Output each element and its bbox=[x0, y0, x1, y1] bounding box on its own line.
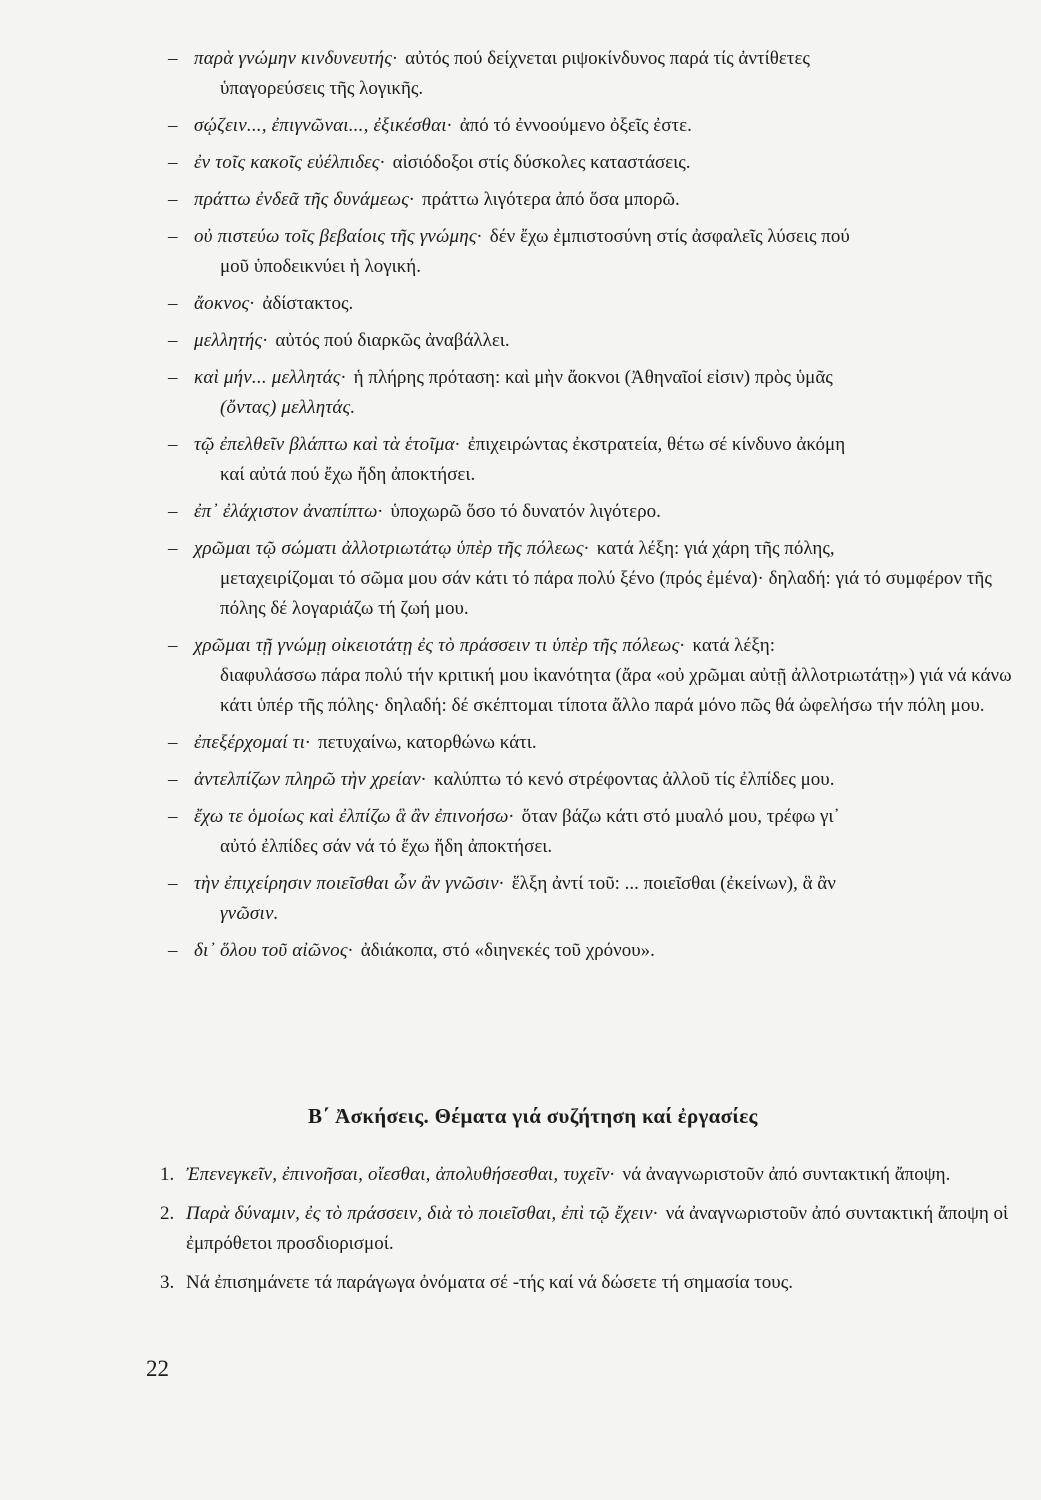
glossary-definition: δέν ἔχω ἐμπιστοσύνη στίς ἀσφαλεῖς λύσεις πού bbox=[489, 226, 850, 247]
glossary-entry bbox=[168, 185, 1018, 215]
entry-dash: – bbox=[168, 434, 178, 455]
glossary-term: ἐν τοῖς κακοῖς εὐέλπιδες· bbox=[194, 152, 385, 173]
glossary-entry bbox=[168, 148, 1018, 178]
glossary-entry bbox=[168, 430, 1018, 490]
glossary-definition: κατά λέξη: γιά χάρη τῆς πόλης, bbox=[596, 538, 835, 559]
glossary-definition: πράττω λιγότερα ἀπό ὅσα μπορῶ. bbox=[422, 189, 680, 210]
glossary-definition-cont: καί αὐτά πού ἔχω ἤδη ἀποκτήσει. bbox=[220, 464, 476, 485]
exercise-number: 2. bbox=[160, 1203, 175, 1224]
glossary-entry bbox=[168, 289, 1018, 319]
exercise-list bbox=[160, 1160, 1022, 1307]
glossary-list bbox=[168, 44, 1018, 973]
glossary-definition-cont: (ὄντας) μελλητάς. bbox=[220, 397, 356, 418]
entry-dash: – bbox=[168, 152, 178, 173]
entry-dash: – bbox=[168, 538, 178, 559]
glossary-term: μελλητής· bbox=[194, 330, 268, 351]
glossary-definition: αὐτός πού δείχνεται ριψοκίνδυνος παρά τίς ἀντίθετες bbox=[405, 48, 810, 69]
entry-dash: – bbox=[168, 330, 178, 351]
glossary-definition-cont: μεταχειρίζομαι τό σῶμα μου σάν κάτι τό πάρα πολύ ξένο (πρός ἐμένα)· δηλαδή: γιά τό συμφέρον τῆς πόλης δέ λογαριάζω τή ζωή μου. bbox=[220, 568, 992, 619]
glossary-definition: ἐπιχειρώντας ἐκστρατεία, θέτω σέ κίνδυνο ἀκόμη bbox=[467, 434, 846, 455]
glossary-term: καὶ μήν... μελλητάς· bbox=[194, 367, 346, 388]
glossary-term: χρῶμαι τῷ σώματι ἀλλοτριωτάτῳ ὑπὲρ τῆς πόλεως· bbox=[194, 538, 589, 559]
exercise-text: νά ἀναγνωριστοῦν ἀπό συντακτική ἄποψη. bbox=[622, 1164, 951, 1185]
glossary-definition: ὑποχωρῶ ὅσο τό δυνατόν λιγότερο. bbox=[390, 501, 661, 522]
glossary-definition: αὐτός πού διαρκῶς ἀναβάλλει. bbox=[275, 330, 510, 351]
glossary-entry bbox=[168, 869, 1018, 929]
glossary-entry bbox=[168, 363, 1018, 423]
glossary-entry bbox=[168, 326, 1018, 356]
entry-dash: – bbox=[168, 115, 178, 136]
glossary-entry bbox=[168, 631, 1018, 721]
glossary-term: ἐπεξέρχομαί τι· bbox=[194, 732, 311, 753]
glossary-term: παρὰ γνώμην κινδυνευτής· bbox=[194, 48, 398, 69]
glossary-definition: ἡ πλήρης πρόταση: καὶ μὴν ἄοκνοι (Ἀθηναῖοί εἰσιν) πρὸς ὑμᾶς bbox=[353, 367, 833, 388]
entry-dash: – bbox=[168, 806, 178, 827]
glossary-entry bbox=[168, 802, 1018, 862]
exercise-item bbox=[160, 1160, 1022, 1190]
entry-dash: – bbox=[168, 732, 178, 753]
page-number: 22 bbox=[146, 1356, 169, 1381]
glossary-term: ἔχω τε ὁμοίως καὶ ἐλπίζω ἃ ἂν ἐπινοήσω· bbox=[194, 806, 514, 827]
exercise-text: νά ἀναγνωριστοῦν ἀπό συντακτική ἄποψη οἱ ἐμπρόθετοι προσδιορισμοί. bbox=[186, 1203, 1009, 1254]
entry-dash: – bbox=[168, 769, 178, 790]
entry-dash: – bbox=[168, 501, 178, 522]
glossary-definition-cont: ὑπαγορεύσεις τῆς λογικῆς. bbox=[220, 78, 424, 99]
exercise-item bbox=[160, 1268, 1022, 1298]
glossary-definition-cont: διαφυλάσσω πάρα πολύ τήν κριτική μου ἱκανότητα (ἄρα «οὐ χρῶμαι αὐτῇ ἀλλοτριωτάτῃ») γιά νά κάνω κάτι ὑπέρ τῆς πόλης· δηλαδή: δέ σκέπτομαι τίποτα ἄλλο παρά μόνο πῶς θά ὠφελήσω τήν πόλη μου. bbox=[220, 665, 1012, 716]
glossary-definition: καλύπτω τό κενό στρέφοντας ἀλλοῦ τίς ἐλπίδες μου. bbox=[433, 769, 835, 790]
glossary-definition: ἕλξη ἀντί τοῦ: ... ποιεῖσθαι (ἐκείνων), ἃ ἂν bbox=[511, 873, 836, 894]
entry-dash: – bbox=[168, 873, 178, 894]
glossary-entry bbox=[168, 497, 1018, 527]
exercise-number: 3. bbox=[160, 1272, 175, 1293]
entry-dash: – bbox=[168, 48, 178, 69]
entry-dash: – bbox=[168, 293, 178, 314]
glossary-term: σῴζειν..., ἐπιγνῶναι..., ἐξικέσθαι· bbox=[194, 115, 452, 136]
glossary-entry bbox=[168, 222, 1018, 282]
glossary-definition-cont: αὐτό ἐλπίδες σάν νά τό ἔχω ἤδη ἀποκτήσει. bbox=[220, 836, 553, 857]
entry-dash: – bbox=[168, 367, 178, 388]
glossary-term: δι᾽ ὅλου τοῦ αἰῶνος· bbox=[194, 940, 353, 961]
glossary-definition: ἀδιάκοπα, στό «διηνεκές τοῦ χρόνου». bbox=[360, 940, 655, 961]
glossary-definition: πετυχαίνω, κατορθώνω κάτι. bbox=[318, 732, 537, 753]
glossary-term: τὴν ἐπιχείρησιν ποιεῖσθαι ὧν ἂν γνῶσιν· bbox=[194, 873, 504, 894]
glossary-definition: κατά λέξη: bbox=[692, 635, 776, 656]
glossary-entry bbox=[168, 728, 1018, 758]
glossary-term: ἐπ᾽ ἐλάχιστον ἀναπίπτω· bbox=[194, 501, 383, 522]
glossary-entry bbox=[168, 534, 1018, 624]
glossary-definition: ἀπό τό ἐννοούμενο ὀξεῖς ἐστε. bbox=[459, 115, 692, 136]
entry-dash: – bbox=[168, 940, 178, 961]
section-heading: Β΄ Ἀσκήσεις. Θέματα γιά συζήτηση καί ἐργασίες bbox=[308, 1104, 758, 1128]
glossary-term: ἄοκνος· bbox=[194, 293, 255, 314]
exercise-terms: Ἐπενεγκεῖν, ἐπινοῆσαι, οἴεσθαι, ἀπολυθήσεσθαι, τυχεῖν· bbox=[186, 1164, 615, 1185]
glossary-entry bbox=[168, 936, 1018, 966]
glossary-entry bbox=[168, 44, 1018, 104]
glossary-definition: ἀδίστακτος. bbox=[262, 293, 354, 314]
glossary-term: τῷ ἐπελθεῖν βλάπτω καὶ τὰ ἑτοῖμα· bbox=[194, 434, 460, 455]
glossary-definition: αἰσιόδοξοι στίς δύσκολες καταστάσεις. bbox=[392, 152, 691, 173]
glossary-definition: ὅταν βάζω κάτι στό μυαλό μου, τρέφω γι᾽ bbox=[521, 806, 840, 827]
glossary-entry bbox=[168, 111, 1018, 141]
glossary-term: ἀντελπίζων πληρῶ τὴν χρείαν· bbox=[194, 769, 426, 790]
exercise-number: 1. bbox=[160, 1164, 175, 1185]
exercise-item bbox=[160, 1199, 1022, 1259]
glossary-definition-cont: γνῶσιν. bbox=[220, 903, 279, 924]
glossary-entry bbox=[168, 765, 1018, 795]
exercise-terms: Παρὰ δύναμιν, ἐς τὸ πράσσειν, διὰ τὸ ποιεῖσθαι, ἐπὶ τῷ ἔχειν· bbox=[186, 1203, 658, 1224]
entry-dash: – bbox=[168, 226, 178, 247]
glossary-term: χρῶμαι τῇ γνώμῃ οἰκειοτάτῃ ἐς τὸ πράσσειν τι ὑπὲρ τῆς πόλεως· bbox=[194, 635, 685, 656]
exercise-text: Νά ἐπισημάνετε τά παράγωγα ὀνόματα σέ -τής καί νά δώσετε τή σημασία τους. bbox=[186, 1272, 793, 1293]
glossary-definition-cont: μοῦ ὑποδεικνύει ἡ λογική. bbox=[220, 256, 421, 277]
entry-dash: – bbox=[168, 189, 178, 210]
glossary-term: πράττω ἐνδεᾶ τῆς δυνάμεως· bbox=[194, 189, 415, 210]
glossary-term: οὐ πιστεύω τοῖς βεβαίοις τῆς γνώμης· bbox=[194, 226, 482, 247]
entry-dash: – bbox=[168, 635, 178, 656]
